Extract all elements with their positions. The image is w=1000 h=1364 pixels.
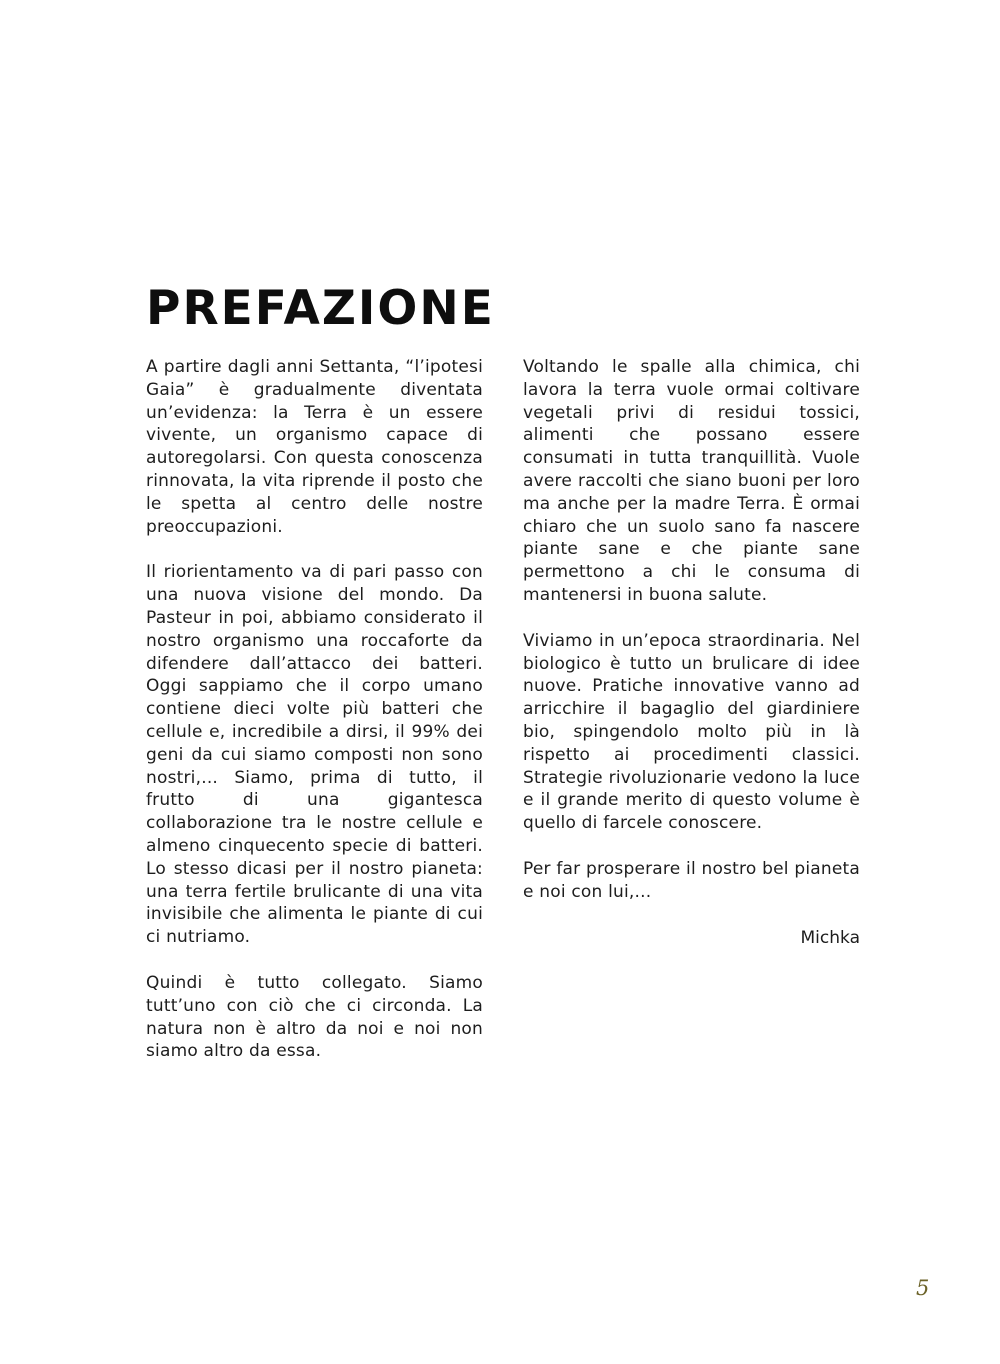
page-title: PREFAZIONE [146, 281, 495, 337]
left-paragraph-2: Il riorientamento va di pari passo con una nuova visione del mondo. Da Pasteur in poi, abbiamo considerato il nostro organismo una roccaforte da difendere dall’attacco dei batteri. Oggi sappiamo che il corpo umano contiene dieci volte più batteri che cellule e, incredibile a dirsi, il 99% dei geni da cui siamo composti non sono nostri,... Siamo, prima di tutto, il frutto di una gigantesca collaborazione tra le nostre cellule e almeno cinquecento specie di batteri. Lo stesso dicasi per il nostro pianeta: una terra fertile brulicante di una vita invisibile che alimenta le piante di cui ci nutriamo. [146, 562, 483, 948]
author-signature: Michka [800, 927, 860, 948]
left-paragraph-1: A partire dagli anni Settanta, “l’ipotesi Gaia” è gradualmente diventata un’evidenza: la Terra è un essere vivente, un organismo capace di autoregolarsi. Con questa conoscenza rinnovata, la vita riprende il posto che le spetta al centro delle nostre preoccupazioni. [146, 357, 483, 537]
right-paragraph-2: Viviamo in un’epoca straordinaria. Nel biologico è tutto un brulicare di idee nuove. Pratiche innovative vanno ad arricchire il bagaglio del giardiniere bio, spingendolo molto più in là rispetto ai procedimenti classici. Strategie rivoluzionarie vedono la luce e il grande merito di questo volume è quello di farcele conoscere. [523, 630, 860, 834]
right-paragraph-3: Per far prosperare il nostro bel pianeta e noi con lui,... [523, 858, 860, 902]
text-columns [146, 356, 860, 1086]
left-paragraph-3: Quindi è tutto collegato. Siamo tutt’uno con ciò che ci circonda. La natura non è altro da noi e noi non siamo altro da essa. [146, 972, 483, 1062]
page-number: 5 [916, 1276, 930, 1300]
left-column [146, 356, 483, 1086]
right-column [523, 356, 860, 1086]
right-paragraph-1: Voltando le spalle alla chimica, chi lavora la terra vuole ormai coltivare vegetali privi di residui tossici, alimenti che possano essere consumati in tutta tranquillità. Vuole avere raccolti che siano buoni per loro ma anche per la madre Terra. È ormai chiaro che un suolo sano fa nascere piante sane e che piante sane permettono a chi le consuma di mantenersi in buona salute. [523, 357, 860, 605]
